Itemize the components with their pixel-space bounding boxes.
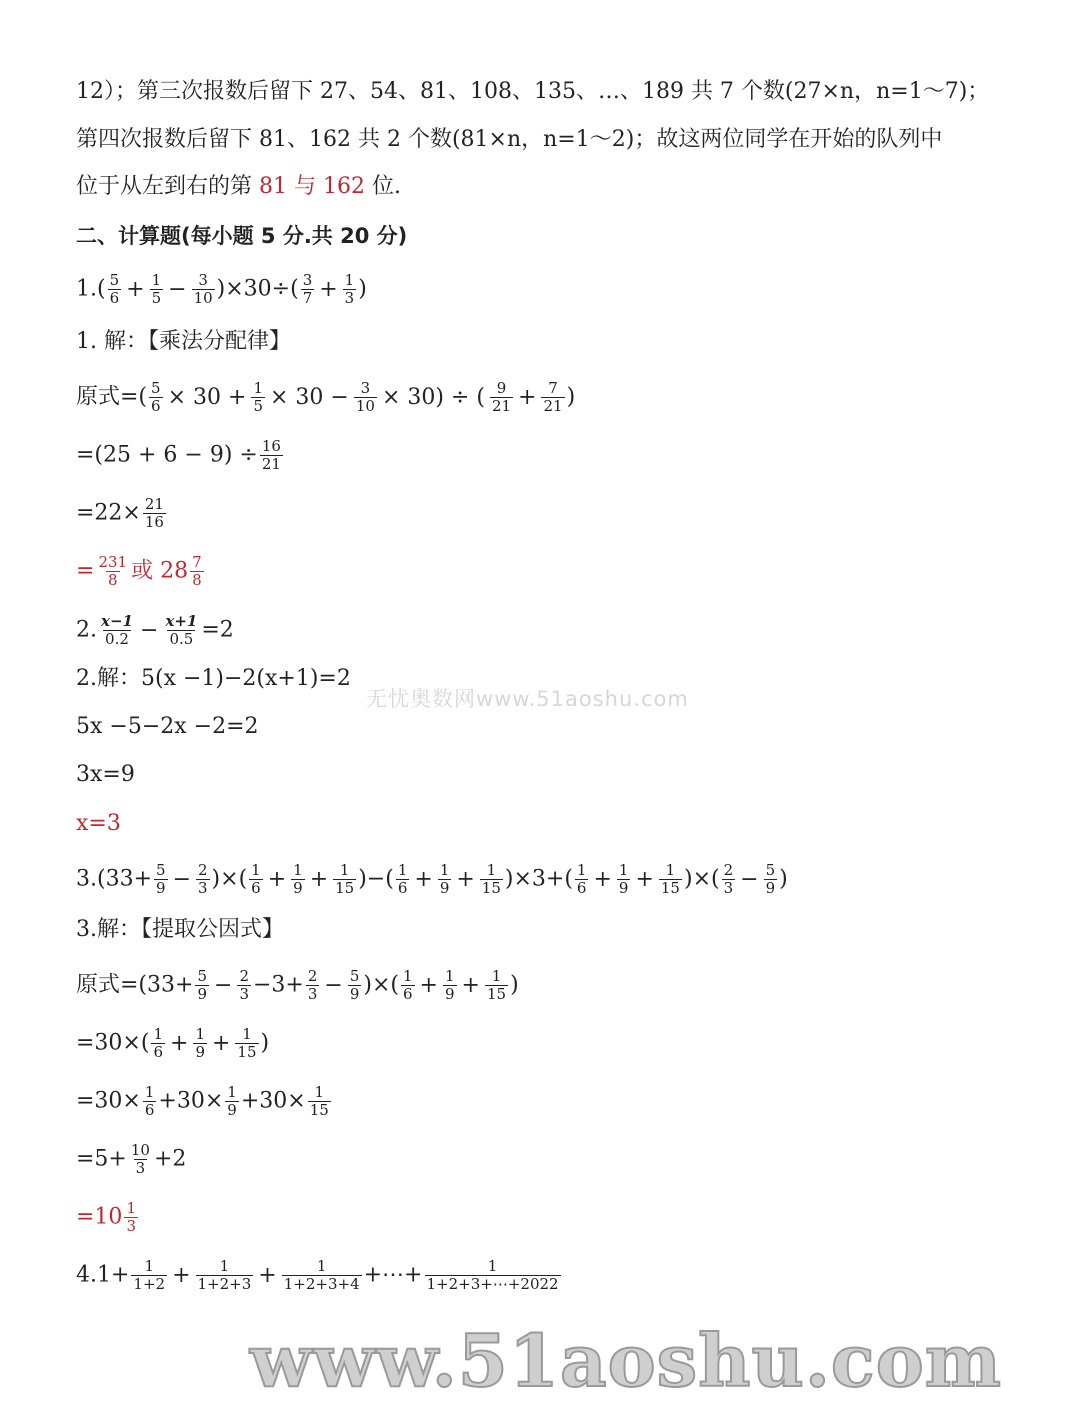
fraction: $\frac{7}{21}$ [543,379,563,415]
fraction: $\frac{2}{3}$ [198,861,208,897]
fraction: $\frac{1}{9}$ [439,861,450,897]
section-title: 二、计算题(每小题 5 分.共 20 分) [76,224,408,248]
q1-step-3: =22× $\frac{21}{16}$ [76,495,164,531]
q2-step-1: 5x −5−2x −2=2 [76,714,259,739]
fraction: $\frac{1}{3}$ [126,1199,136,1235]
intro-line-3 [76,173,401,201]
fraction: $\frac{5}{9}$ [765,861,776,897]
fraction: $\frac{16}{21}$ [261,437,281,473]
fraction: $\frac{3}{10}$ [355,379,375,415]
fraction: $\frac{1}{9}$ [618,861,629,897]
intro-line-2: 第四次报数后留下 81、162 共 2 个数(81×n，n=1～2)；故这两位同学在开始的队列中 [76,127,943,152]
q2-step-0: 2.解：5(x −1)−2(x+1)=2 [76,666,351,691]
fraction: $\frac{9}{21}$ [491,379,512,415]
fraction: $\frac{1}{9}$ [293,861,303,897]
fraction: $\frac{2}{3}$ [239,967,249,1003]
q1-problem: 1.( $\frac{5}{6}$ + $\frac{1}{5}$ − $\frac{3}{10}$ )×30÷( $\frac{3}{7}$ + $\frac{1}{3}$ ) [76,271,367,307]
fraction: $\frac{1}{6}$ [397,861,408,897]
fraction: $\frac{1}{5}$ [151,271,162,307]
q2-answer: x=3 [76,811,121,836]
fraction: $\frac{5}{9}$ [197,967,207,1003]
fraction: $\frac{1}{6}$ [144,1083,155,1119]
fraction: $\frac{2}{3}$ [307,967,318,1003]
fraction: $\frac{1}{15}$ [481,861,501,897]
fraction: $\frac{2}{3}$ [723,861,734,897]
fraction: $\frac{1}{5}$ [253,379,263,415]
fraction: $\frac{231}{8}$ [98,553,128,589]
q2-step-2: 3x=9 [76,762,135,787]
fraction: $\frac{1}{15}$ [237,1025,257,1061]
fraction: $\frac{1}{9}$ [444,967,455,1003]
fraction: $\frac{3}{7}$ [302,271,313,307]
fraction: $\frac{7}{8}$ [192,553,202,589]
fraction: $\frac{21}{16}$ [144,495,164,531]
fraction: $\frac{1}{3}$ [344,271,355,307]
watermark-text: 无忧奥数网www.51aoshu.com [366,687,689,711]
q1-step-1: 原式=( $\frac{5}{6}$ × 30 + $\frac{1}{5}$ × 30 − $\frac{3}{10}$ × 30) ÷ ( $\frac{9}{21}$ + $\frac{7}{21}$ ) [76,379,576,415]
fraction: $\frac{1}{6}$ [251,861,261,897]
fraction: $\frac{1}{15}$ [335,861,355,897]
fraction: $\frac{5}{6}$ [151,379,161,415]
q3-step-1: 原式=(33+ $\frac{5}{9}$ − $\frac{2}{3}$ −3+ $\frac{2}{3}$ − $\frac{5}{9}$ )×( $\frac{1}{6}$ + $\frac{1}{9}$ + $\frac{1}{15}$ ) [76,967,519,1003]
q3-step-2: =30×( $\frac{1}{6}$ + $\frac{1}{9}$ + $\frac{1}{15}$ ) [76,1025,270,1061]
q3-step-4: =5+ $\frac{10}{3}$ +2 [76,1141,187,1177]
q2-problem: 2. $\frac{x-1}{0.2}$ − $\frac{x+1}{0.5}$ =2 [76,612,234,648]
q1-answer: = $\frac{231}{8}$ 或 28 $\frac{7}{8}$ [76,553,202,589]
q1-label: 1. [76,276,97,302]
fraction: $\frac{1}{15}$ [660,861,680,897]
fraction: $\frac{1}{1+2+3}$ [197,1257,252,1293]
q3-step-3: =30× $\frac{1}{6}$ +30× $\frac{1}{9}$ +30× $\frac{1}{15}$ [76,1083,329,1119]
q4-problem: 4.1+ $\frac{1}{1+2}$ + $\frac{1}{1+2+3}$ + $\frac{1}{1+2+3+4}$ +⋯+ $\frac{1}{1+2+3+\cdots+2022}$ [76,1257,559,1293]
intro-line-1: 12）；第三次报数后留下 27、54、81、108、135、…、189 共 7 个数(27×n，n=1～7)； [76,79,990,104]
q1-solution-title: 1. 解：【乘法分配律】 [76,329,291,354]
q3-solution-title: 3.解：【提取公因式】 [76,917,284,942]
fraction: $\frac{1}{1+2+3+4}$ [283,1257,360,1293]
fraction: $\frac{x-1}{0.2}$ [101,612,133,648]
fraction: $\frac{10}{3}$ [130,1141,150,1177]
intro-line-3-end: 位. [364,174,401,199]
watermark-logo: www.51aoshu.com [250,1318,1002,1403]
fraction: $\frac{5}{6}$ [109,271,120,307]
answer-positions: 81 与 162 [259,174,365,199]
q3-problem: 3.(33+ $\frac{5}{9}$ − $\frac{2}{3}$ )×( $\frac{1}{6}$ + $\frac{1}{9}$ + $\frac{1}{15}$ )−( $\frac{1}{6}$ + $\frac{1}{9}$ + $\frac{1}{15}$ )×3+( $\frac{1}{6}$ + $\frac{1}{9}$ + $\frac{1}{15}$ )×( $\frac{2}{3}$ − $\frac{5}{9}$ ) [76,861,788,897]
fraction: $\frac{1}{9}$ [195,1025,205,1061]
intro-line-3-text: 位于从左到右的第 [76,174,259,199]
fraction: $\frac{1}{6}$ [576,861,587,897]
fraction: $\frac{3}{10}$ [193,271,213,307]
fraction: $\frac{1}{9}$ [227,1083,237,1119]
fraction: $\frac{5}{9}$ [156,861,166,897]
fraction: $\frac{1}{1+2+3+\cdots+2022}$ [426,1257,559,1293]
fraction: $\frac{1}{1+2}$ [133,1257,166,1293]
fraction: $\frac{5}{9}$ [349,967,360,1003]
q3-answer: =10 $\frac{1}{3}$ [76,1199,136,1235]
fraction: $\frac{1}{6}$ [403,967,413,1003]
fraction: $\frac{1}{15}$ [309,1083,329,1119]
fraction: $\frac{1}{15}$ [486,967,507,1003]
q1-step-2: =(25 + 6 − 9) ÷ $\frac{16}{21}$ [76,437,281,473]
fraction: $\frac{x+1}{0.5}$ [165,612,198,648]
fraction: $\frac{1}{6}$ [153,1025,163,1061]
